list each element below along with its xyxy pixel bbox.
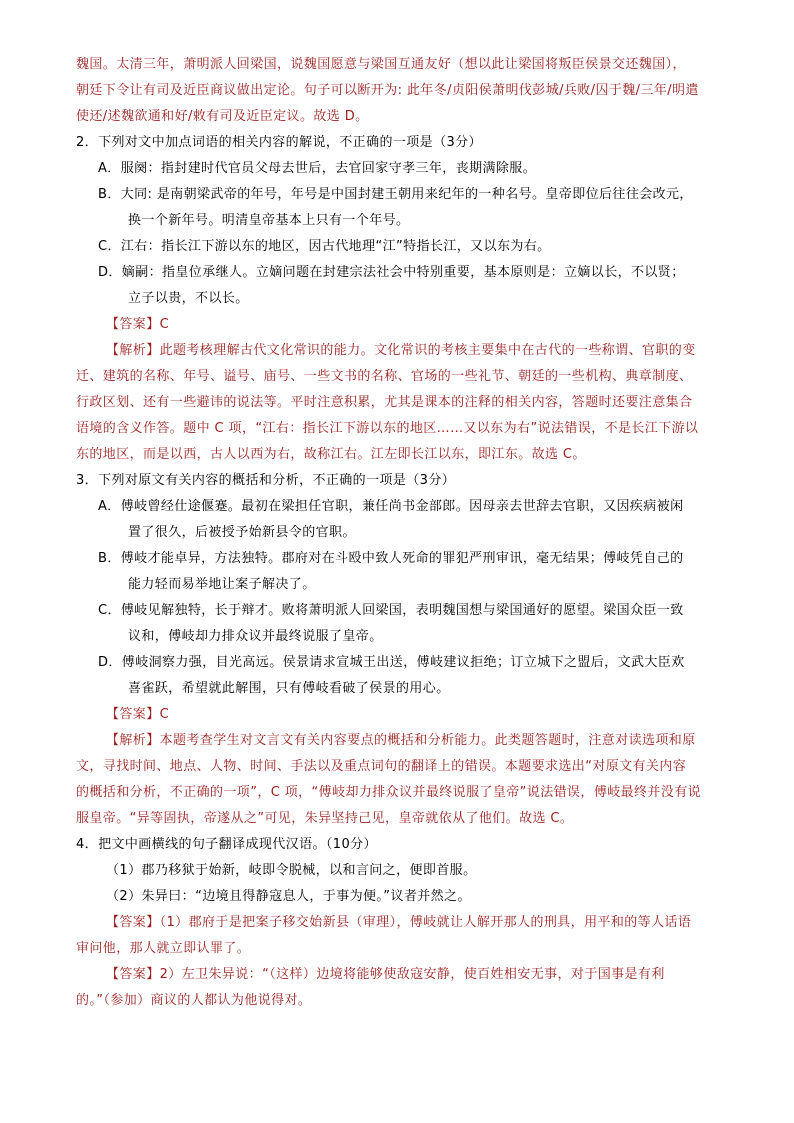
question-2 bbox=[76, 130, 722, 468]
question-4 bbox=[76, 832, 722, 1014]
option-b-continued: 能力轻而易举地让案子解决了。 bbox=[128, 577, 316, 592]
option-c: C．傅岐见解独特，长于辩才。败将萧明派人回梁国，表明魏国想与梁国通好的愿望。梁国众臣一致 bbox=[98, 603, 684, 618]
answer-label: 【答案】 bbox=[106, 707, 160, 722]
analysis-text: 本题考查学生对文言文有关内容要点的概括和分析能力。此类题答题时，注意对读选项和原 bbox=[159, 733, 696, 748]
answer bbox=[76, 702, 722, 728]
option-a: A．傅岐曾经仕途偃蹇。最初在梁担任官职，兼任尚书金部郎。因母亲去世辞去官职，又因疾病被闲 bbox=[98, 499, 684, 514]
option-d: D．嫡嗣：指皇位承继人。立嫡问题在封建宗法社会中特别重要，基本原则是：立嫡以长，不以贤； bbox=[98, 265, 685, 280]
option-d-continued: 喜雀跃，希望就此解围，只有傅岐看破了侯景的用心。 bbox=[128, 681, 450, 696]
answer-value: C bbox=[159, 317, 170, 332]
analysis-line: 朝廷下令让有司及近臣商议做出定论。句子可以断开为: 此年冬/贞阳侯萧明伐彭城/兵败/囚于魏/三年/明遣 bbox=[76, 83, 699, 98]
sentence-2: （2）朱异曰：“边境且得静寇息人，于事为便。”议者并然之。 bbox=[106, 889, 471, 904]
answer-label: 【答案】 bbox=[106, 317, 160, 332]
option-b: B．傅岐才能卓异，方法独特。郡府对在斗殴中致人死命的罪犯严刑审讯，毫无结果；傅岐凭自己的 bbox=[98, 551, 684, 566]
analysis-label: 【解析】 bbox=[106, 343, 160, 358]
answer bbox=[76, 312, 722, 338]
question-3 bbox=[76, 468, 722, 832]
option-a: A．服阕：指封建时代官员父母去世后，去官回家守孝三年，丧期满除服。 bbox=[98, 161, 537, 176]
answer-label: 【答案】 bbox=[106, 915, 160, 930]
option-b: B．大同: 是南朝梁武帝的年号，年号是中国封建王朝用来纪年的一种名号。皇帝即位后往往会改元， bbox=[98, 187, 693, 202]
answer-2 bbox=[76, 962, 722, 988]
analysis-line: 文，寻找时间、地点、人物、时间、手法以及重点词句的翻译上的错误。本题要求选出“对原文有关内容 bbox=[76, 759, 687, 774]
analysis-text: 此题考核理解古代文化常识的能力。文化常识的考核主要集中在古代的一些称谓、官职的变 bbox=[159, 343, 696, 358]
answer-text: （1）郡府于是把案子移交始新县（审理），傅岐就让人解开那人的刑具，用平和的等人话语 bbox=[159, 915, 692, 930]
analysis-line: 行政区划、还有一些避讳的说法等。平时注意积累，尤其是课本的注释的相关内容，答题时还要注意集合 bbox=[76, 395, 693, 410]
analysis-line bbox=[76, 728, 722, 754]
option-d: D．傅岐洞察力强，目光高远。侯景请求宣城王出送，傅岐建议拒绝；订立城下之盟后，文武大臣欢 bbox=[98, 655, 685, 670]
analysis-line: 魏国。太清三年，萧明派人回梁国，说魏国愿意与梁国互通友好（想以此让梁国将叛臣侯景交还魏国）， bbox=[76, 57, 686, 72]
option-c: C．江右：指长江下游以东的地区，因古代地理“江”特指长江，又以东为右。 bbox=[98, 239, 551, 254]
analysis-line: 迁、建筑的名称、年号、谥号、庙号、一些文书的名称、官场的一些礼节、朝廷的一些机构、典章制度、 bbox=[76, 369, 693, 384]
answer-2-continued: 的。”（参加）商议的人都认为他说得对。 bbox=[76, 993, 312, 1008]
analysis-line: 东的地区，而是以西，古人以西为右，故称江右。江左即长江以东，即江东。故选 C。 bbox=[76, 447, 586, 462]
analysis-line: 使还/述魏欲通和好/敕有司及近臣定议。故选 D。 bbox=[76, 109, 369, 124]
answer-value: C bbox=[159, 707, 170, 722]
analysis-line: 的概括和分析，不正确的一项”，C 项，“傅岐却力排众议并最终说服了皇帝”说法错误，傅岐最终并没有说 bbox=[76, 785, 702, 800]
analysis-line bbox=[76, 338, 722, 364]
option-a-continued: 置了很久，后被授予始新县令的官职。 bbox=[128, 525, 356, 540]
answer-1-continued: 审问他，那人就立即认罪了。 bbox=[76, 941, 251, 956]
sentence-1: （1）郡乃移狱于始新，岐即令脱械，以和言问之，便即首服。 bbox=[106, 863, 477, 878]
analysis-label: 【解析】 bbox=[106, 733, 160, 748]
option-d-continued: 立子以贵，不以长。 bbox=[128, 291, 249, 306]
question-stem: 4．把文中画横线的句子翻译成现代汉语。（10分） bbox=[76, 837, 377, 852]
answer-1 bbox=[76, 910, 722, 936]
analysis-line: 服皇帝。“异等固执，帝遂从之”可见，朱异坚持己见，皇帝就依从了他们。故选 C。 bbox=[76, 811, 574, 826]
answer-label: 【答案】 bbox=[106, 967, 160, 982]
answer-text: 2）左卫朱异说：“（这样）边境将能够使敌寇安静，使百姓相安无事，对于国事是有利 bbox=[159, 967, 665, 982]
question-stem: 3．下列对原文有关内容的概括和分析，不正确的一项是（3分） bbox=[76, 473, 456, 488]
previous-answer-continuation bbox=[76, 52, 722, 130]
analysis-line: 语境的含义作答。题中 C 项，“江右：指长江下游以东的地区……又以东为右”说法错误，不是长江下游以 bbox=[76, 421, 699, 436]
option-b-continued: 换一个新年号。明清皇帝基本上只有一个年号。 bbox=[128, 213, 410, 228]
document-page bbox=[76, 52, 722, 1014]
question-stem: 2．下列对文中加点词语的相关内容的解说，不正确的一项是（3分） bbox=[76, 135, 482, 150]
option-c-continued: 议和，傅岐却力排众议并最终说服了皇帝。 bbox=[128, 629, 383, 644]
